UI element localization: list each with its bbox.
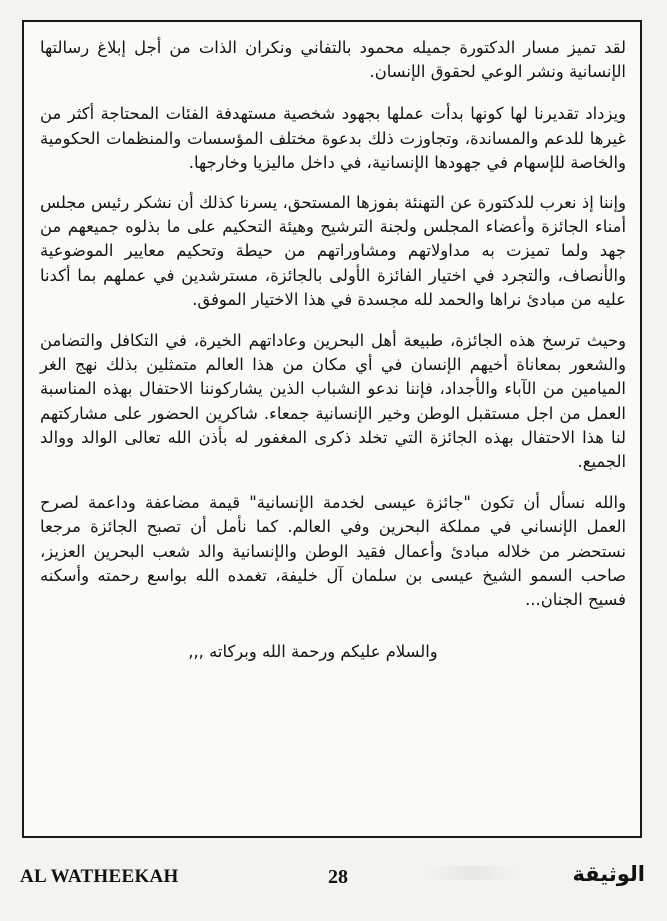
publication-name-english: AL WATHEEKAH [20,866,179,887]
paragraph-4: وحيث ترسخ هذه الجائزة، طبيعة أهل البحرين وعاداتهم الخيرة، في التكافل والتضامن والشعور بمعاناة أخيهم الإنسان في أي مكان من هذا العالم متمثلين بذلك نهج الغر الميامين من الآباء والأجداد، فإننا ندعو الشباب الذين يشاركوننا الاحتفال بهذه المناسبة العمل من اجل مستقبل الوطن وخير الإنسانية جمعاء. شاكرين الحضور على مشاركتهم لنا هذا الاحتفال بهذه الجائزة التي تخلد ذكرى المغفور له بأذن الله تعالى الوالد ووالد الجميع. [40,331,626,472]
page-frame [22,20,642,838]
paragraph-5: والله نسأل أن تكون "جائزة عيسى لخدمة الإنسانية" قيمة مضاعفة وداعمة لصرح العمل الإنساني في مملكة البحرين وفي العالم. كما نأمل أن تصبح الجائزة مرجعا نستحضر من خلاله مبادئ وأعمال فقيد الوطن والإنسانية والد شعب البحرين العزيز، صاحب السمو الشيخ عيسى بن سلمان آل خليفة، تغمده الله بواسع رحمته وأسكنه فسيح الجنان... [40,493,626,610]
page-footer [0,862,667,902]
paragraph-2: ويزداد تقديرنا لها كونها بدأت عملها بجهود شخصية مستهدفة الفئات المحتاجة أكثر من غيرها للدعم والمساندة، وتجاوزت ذلك بدعوة مختلف المؤسسات والمنظمات الحكومية والخاصة للإسهام في جهودها الإنسانية، في داخل ماليزيا وخارجها. [40,104,626,172]
paragraph-1: لقد تميز مسار الدكتورة جميله محمود بالتفاني ونكران الذات من أجل إبلاغ رسالتها الإنسانية ونشر الوعي لحقوق الإنسان. [40,38,626,82]
article-body [40,36,626,664]
paragraph-3: وإننا إذ نعرب للدكتورة عن التهنئة بفوزها المستحق، يسرنا كذلك أن نشكر رئيس مجلس أمناء الجائزة وأعضاء المجلس ولجنة الترشيح وهيئة التحكيم على ما بذلوه جميعهم من جهد ولما تميزت به مداولاتهم ومشاوراتهم من حيطة وتحكيم معايير الموضوعية والأنصاف، والتجرد في اختيار الفائزة الأولى بالجائزة، مسترشدين في عملهم بما أكدنا عليه من مبادئ نراها والحمد لله مجسدة في هذا الاختيار الموفق. [40,193,626,309]
closing-salutation: والسلام عليكم ورحمة الله وبركاته ,,, [188,642,438,662]
show-through-shadow [427,866,517,880]
publication-name-arabic: الوثيقة [572,862,645,886]
page-number: 28 [328,866,348,888]
